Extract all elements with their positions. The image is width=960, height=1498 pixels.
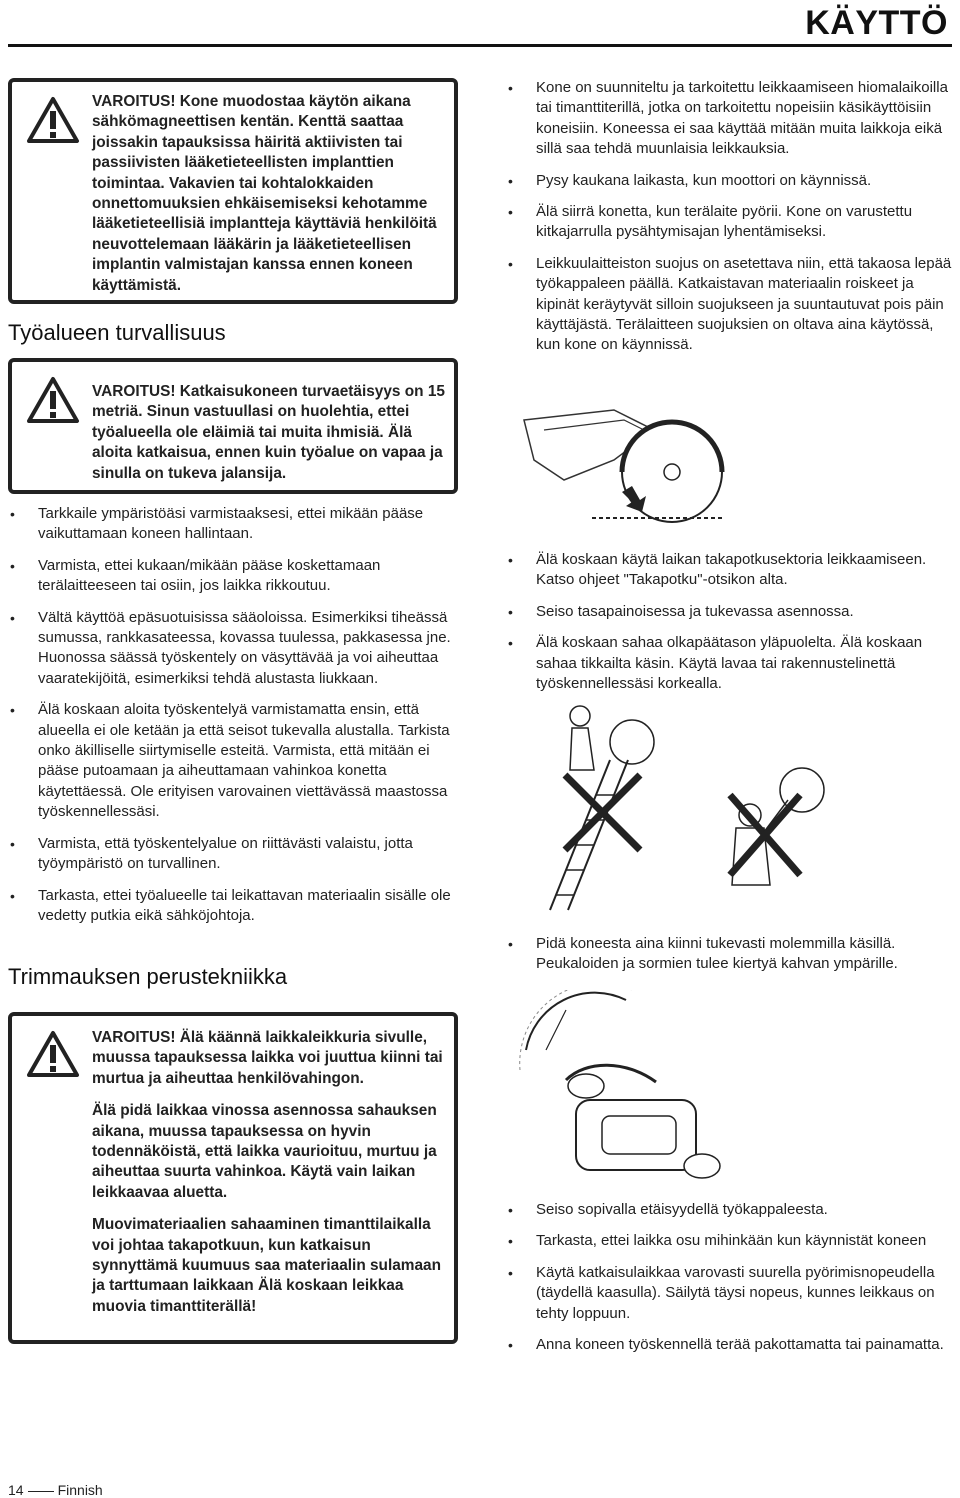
list-item: • Kone on suunniteltu ja tarkoitettu leikkaamiseen hiomalaikoilla tai timanttiterillä, jotka on tarkoitettu nopeisiin käsikäyttöisiin koneisiin. Koneessa ei saa käyttää mitään muita laikkoja eikä sillä saa tehdä muunlaisia leikkauksia. (506, 78, 952, 160)
list-item: • Tarkkaile ympäristöäsi varmistaaksesi, ettei mikään pääse vaikuttamaan koneen hallintaan. (8, 504, 456, 545)
list-item: • Seiso sopivalla etäisyydellä työkappaleesta. (506, 1200, 952, 1220)
list-item: • Tarkasta, ettei laikka osu mihinkään kun käynnistät koneen (506, 1231, 952, 1251)
list-item: • Älä koskaan sahaa olkapäätason yläpuolelta. Älä koskaan sahaa tikkailta käsin. Käytä lavaa tai rakennustelinettä työskennellessäsi korkealla. (506, 633, 952, 694)
warning-paragraph: VAROITUS! Katkaisukoneen turvaetäisyys on 15 metriä. Sinun vastuullasi on huolehtia, ettei työalueella ole eläimiä tai muita ihmisiä. Älä aloita katkaisua, ennen kuin työalue on vapaa ja sinulla on tukeva jalansija. (92, 383, 445, 482)
list-item: • Pidä koneesta aina kiinni tukevasti molemmilla käsillä. Peukaloiden ja sormien tulee kiertyä kahvan ympärille. (506, 934, 952, 975)
bullet-list-left (8, 504, 456, 937)
page-footer (8, 1482, 103, 1498)
bullet-list-right-bottom (506, 1200, 952, 1366)
section-heading-trim-basics: Trimmauksen perustekniikka (8, 964, 288, 989)
bullet-list-right-top (506, 78, 952, 367)
footer-language: Finnish (57, 1482, 103, 1498)
footer-dash (28, 1491, 54, 1492)
warning-text-trim (92, 1028, 452, 1317)
prohibited-positions-illustration (540, 700, 830, 915)
warning-text-distance (92, 382, 452, 484)
warning-triangle-icon (26, 376, 80, 424)
list-item: • Vältä käyttöä epäsuotuisissa sääoloissa. Esimerkiksi tiheässä sumussa, rankkasateessa, kovassa tuulessa, pakkasessa jne. Huonossa säässä työskentely on väsyttävää ja voi aiheuttaa vaaratekijöitä, esimerkiksi tehdä alustasta liukkaan. (8, 608, 456, 690)
warning-triangle-icon (26, 1030, 80, 1078)
list-item: • Varmista, että työskentelyalue on riittävästi valaistu, jotta työympäristö on turvallinen. (8, 834, 456, 875)
list-item: • Älä koskaan käytä laikan takapotkusektoria leikkaamiseen. Katso ohjeet "Takapotku"-otsikon alta. (506, 550, 952, 591)
list-item: • Älä koskaan aloita työskentelyä varmistamatta ensin, että alueella ei ole ketään ja että seisot tukevalla alustalla. Tarkista onko äkilliselle siirtymiselle esteitä. Varmista, että mitään ei pääse putoamaan ja aiheuttamaan vahinkoa konetta käytettäessä. Ole erityisen varovainen viettävässä maastossa työskennellessäsi. (8, 700, 456, 822)
bullet-list-right-grip (506, 934, 952, 986)
list-item: • Seiso tasapainoisessa ja tukevassa asennossa. (506, 602, 952, 622)
page-number: 14 (8, 1482, 24, 1498)
warning-paragraph: Muovimateriaalien sahaaminen timanttilaikalla voi johtaa takapotkuun, kun katkaisun synnyttämä kuumuus saa materiaalin sulamaan ja tarttumaan laikkaan Älä koskaan leikkaa muovia timanttiterällä! (92, 1216, 441, 1315)
header-rule (8, 44, 952, 47)
overhead-figure (732, 768, 824, 885)
list-item: • Tarkasta, ettei työalueelle tai leikattavan materiaalin sisälle ole vedetty putkia eikä sähköjohtoja. (8, 886, 456, 927)
page-title: KÄYTTÖ (805, 4, 948, 42)
cutoff-saw-guard-illustration (504, 400, 744, 530)
list-item: • Käytä katkaisulaikkaa varovasti suurella pyörimisnopeudella (täydellä kaasulla). Säilytä täysi nopeus, kunnes leikkaus on tehty loppuun. (506, 1263, 952, 1324)
warning-box-distance (8, 358, 458, 494)
section-heading-work-area: Työalueen turvallisuus (8, 320, 226, 345)
warning-triangle-icon (26, 96, 80, 144)
list-item: • Leikkuulaitteiston suojus on asetettava niin, että takaosa lepää työkappaleen päällä. Katkaistavan materiaalin roiskeet ja kipinät keräytyvät silloin suojukseen ja suuntautuvat pois päin käyttäjästä. Terälaitteen suojuksien on oltava aina käytössä, kun kone on käynnissä. (506, 254, 952, 356)
list-item: • Anna koneen työskennellä terää pakottamatta tai painamatta. (506, 1335, 952, 1355)
page-header (0, 0, 960, 48)
warning-paragraph: Älä pidä laikkaa vinossa asennossa sahauksen aikana, muussa tapauksessa on hyvin todennäköistä, että laikka vaurioituu, murtuu ja aiheuttaa suurta vahinkoa. Käytä vain laikan leikkaavaa aluetta. (92, 1102, 437, 1201)
bullet-list-right-mid (506, 550, 952, 705)
cross-mark-icon (730, 795, 800, 875)
cross-mark-icon (565, 775, 640, 850)
warning-box-magnetic (8, 78, 458, 304)
list-item: • Älä siirrä konetta, kun terälaite pyörii. Kone on varustettu kitkajarrulla pysähtymisajan lyhentämiseksi. (506, 202, 952, 243)
list-item: • Pysy kaukana laikasta, kun moottori on käynnissä. (506, 171, 952, 191)
warning-text-magnetic (92, 92, 452, 296)
warning-box-trim (8, 1012, 458, 1344)
list-item: • Varmista, ettei kukaan/mikään pääse koskettamaan terälaitteeseen tai osiin, jos laikka rikkoutuu. (8, 556, 456, 597)
two-hand-grip-illustration (506, 990, 736, 1190)
warning-paragraph: VAROITUS! Älä käännä laikkaleikkuria sivulle, muussa tapauksessa laikka voi juuttua kiinni tai murtua ja aiheuttaa henkilövahingon. (92, 1029, 443, 1087)
warning-paragraph: VAROITUS! Kone muodostaa käytön aikana sähkömagneettisen kentän. Kenttä saattaa joissakin tapauksissa häiritä aktiivisten tai passiivisten lääketieteellisten implanttien toimintaa. Vakavien tai kohtalokkaiden onnettomuuksien ehkäisemiseksi kehotamme lääketieteellisiä implantteja käyttäviä henkilöitä neuvottelemaan lääkärin ja lääketieteellisen implantin valmistajan kanssa ennen koneen käyttämistä. (92, 93, 437, 294)
